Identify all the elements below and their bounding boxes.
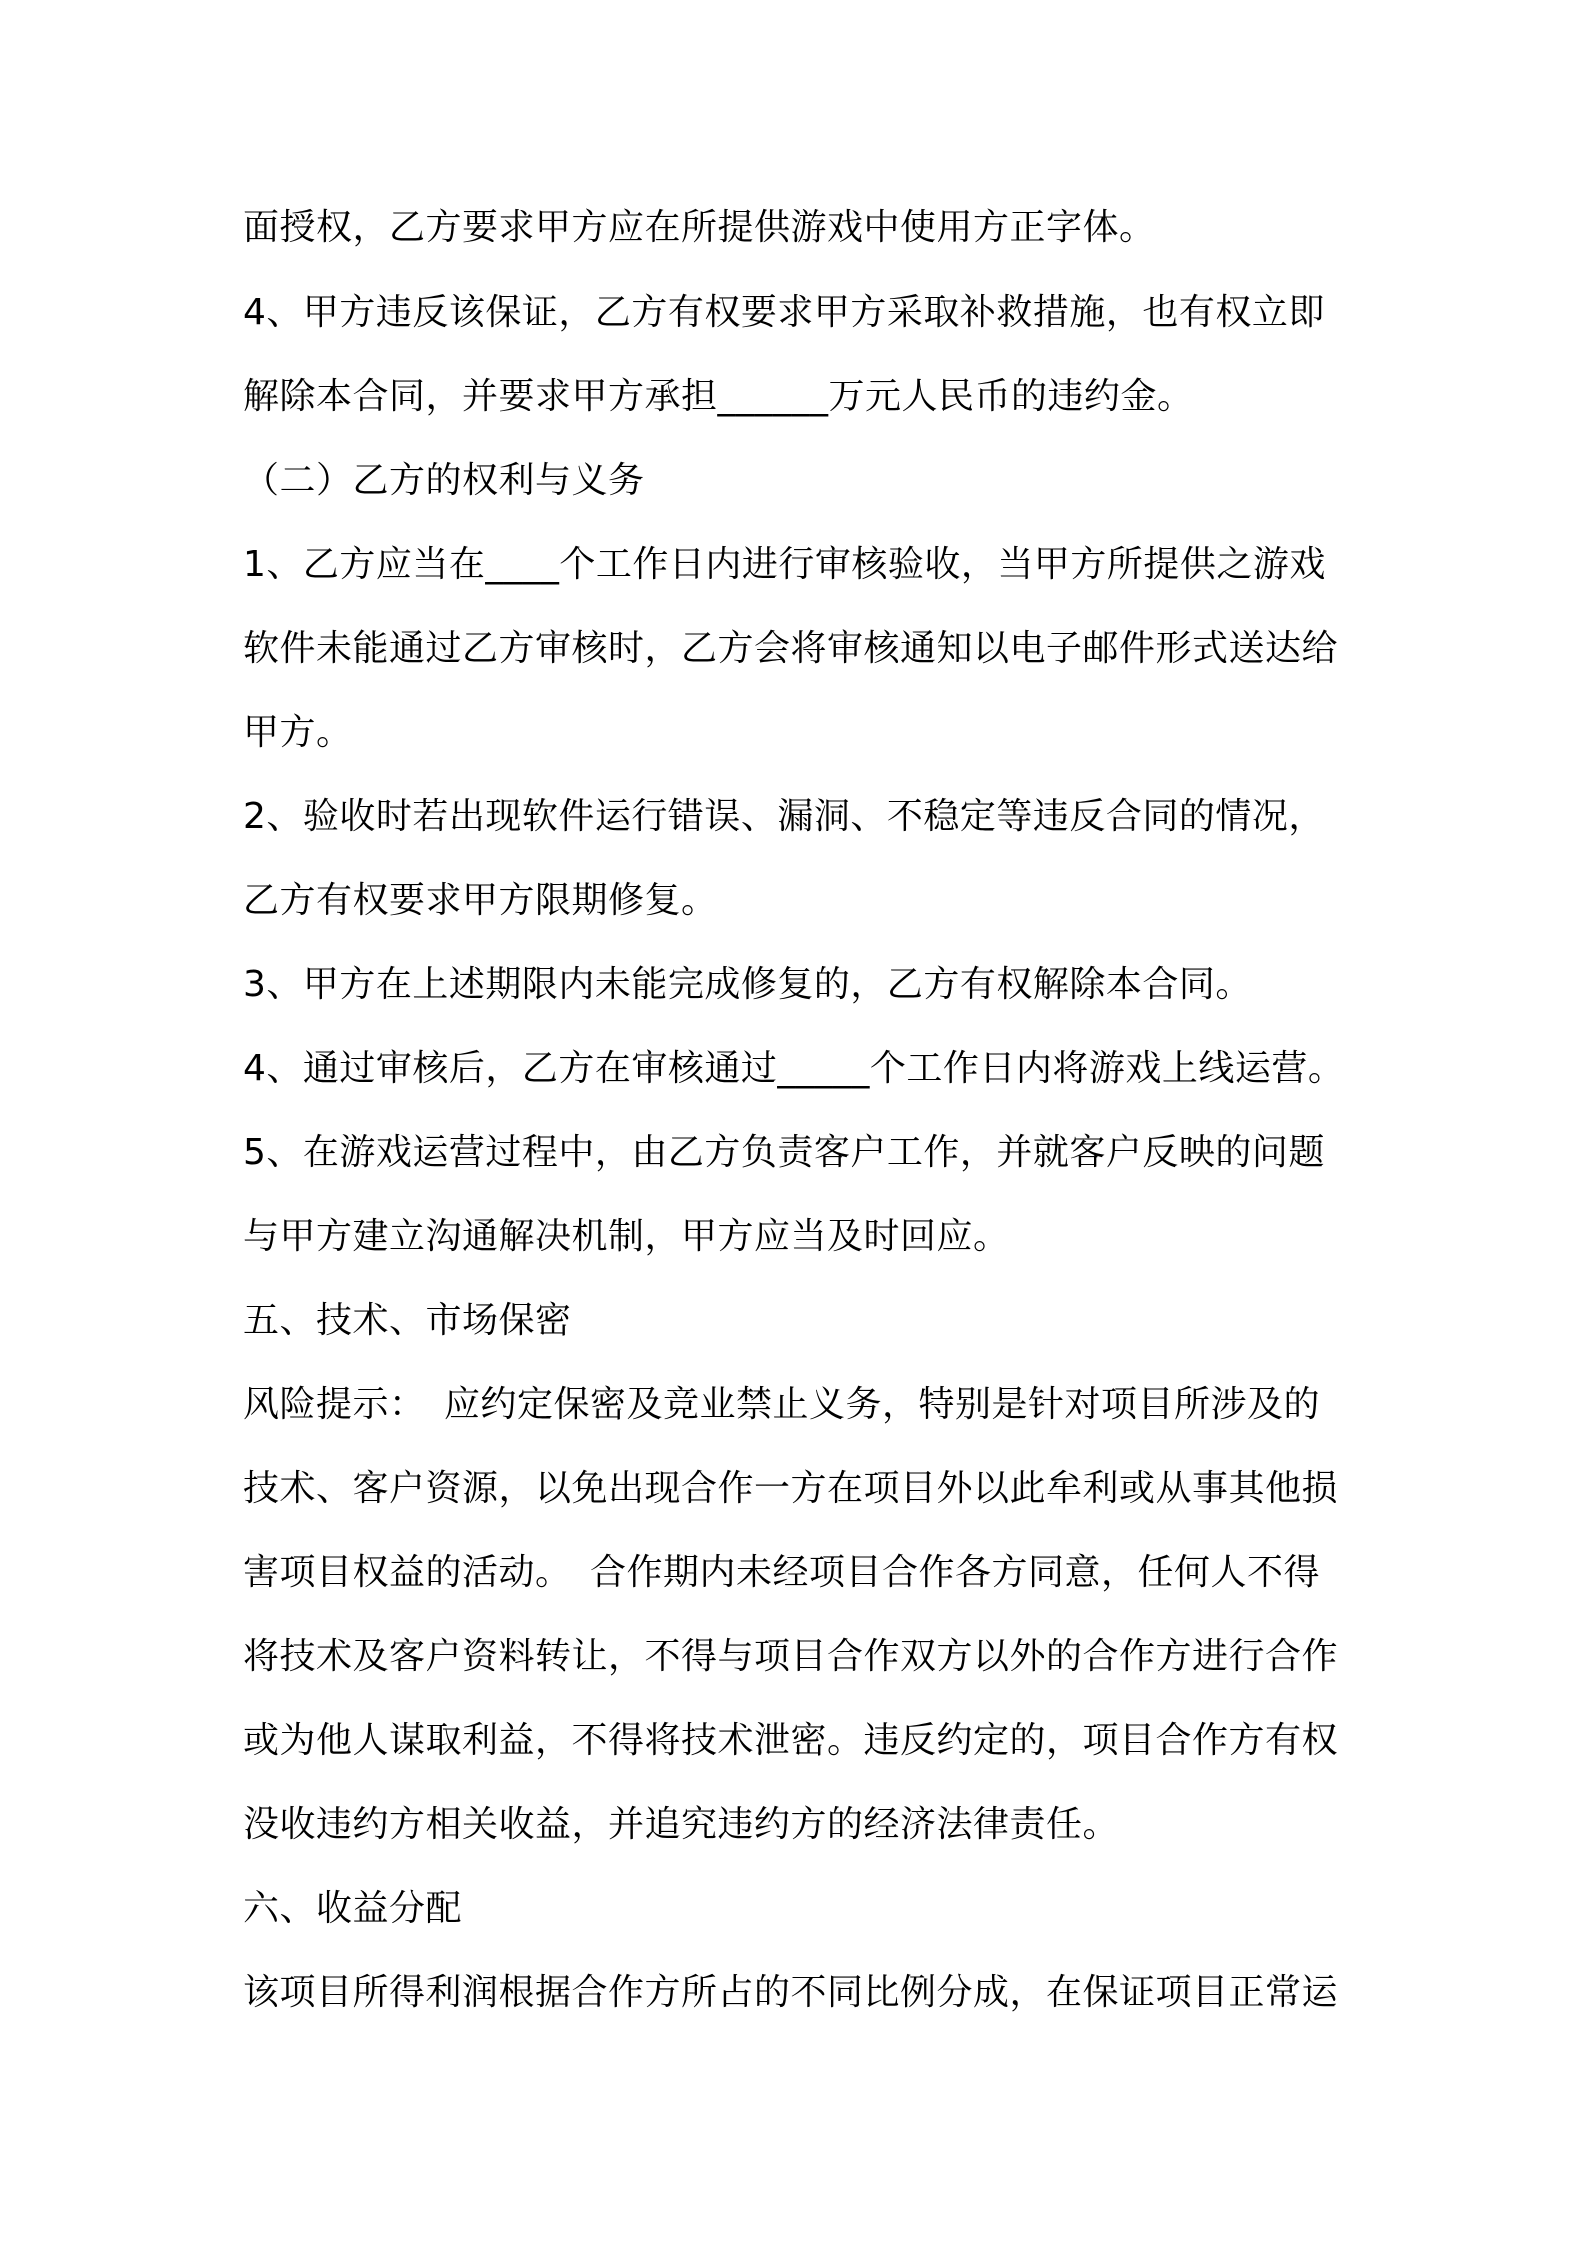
text-line: 面授权，乙方要求甲方应在所提供游戏中使用方正字体。 [243,207,1156,248]
section-heading: 六、收益分配 [243,1888,463,1929]
section-heading: （二）乙方的权利与义务 [243,460,645,501]
text-line: 4、甲方违反该保证，乙方有权要求甲方采取补救措施，也有权立即 [243,292,1325,333]
text-line: 风险提示： 应约定保密及竞业禁止义务，特别是针对项目所涉及的 [243,1384,1321,1425]
text-line: 3、甲方在上述期限内未能完成修复的，乙方有权解除本合同。 [243,964,1252,1005]
text-line: 甲方。 [243,712,353,753]
text-line: 软件未能通过乙方审核时，乙方会将审核通知以电子邮件形式送达给 [243,628,1339,669]
text-line: 与甲方建立沟通解决机制，甲方应当及时回应。 [243,1216,1010,1257]
text-line: 没收违约方相关收益，并追究违约方的经济法律责任。 [243,1804,1120,1845]
text-line: 5、在游戏运营过程中，由乙方负责客户工作，并就客户反映的问题 [243,1132,1325,1173]
text-line: 或为他人谋取利益，不得将技术泄密。违反约定的，项目合作方有权 [243,1720,1339,1761]
text-line: 乙方有权要求甲方限期修复。 [243,880,718,921]
section-heading: 五、技术、市场保密 [243,1300,572,1341]
text-line: 1、乙方应当在____个工作日内进行审核验收，当甲方所提供之游戏 [243,544,1326,585]
text-line: 将技术及客户资料转让，不得与项目合作双方以外的合作方进行合作 [243,1636,1339,1677]
text-line: 解除本合同，并要求甲方承担______万元人民币的违约金。 [243,376,1194,417]
text-line: 4、通过审核后，乙方在审核通过_____个工作日内将游戏上线运营。 [243,1048,1345,1089]
text-line: 技术、客户资源，以免出现合作一方在项目外以此牟利或从事其他损 [243,1468,1339,1509]
text-line: 该项目所得利润根据合作方所占的不同比例分成，在保证项目正常运 [243,1972,1339,2013]
text-line: 2、验收时若出现软件运行错误、漏洞、不稳定等违反合同的情况， [243,796,1325,837]
text-line: 害项目权益的活动。 合作期内未经项目合作各方同意，任何人不得 [243,1552,1321,1593]
